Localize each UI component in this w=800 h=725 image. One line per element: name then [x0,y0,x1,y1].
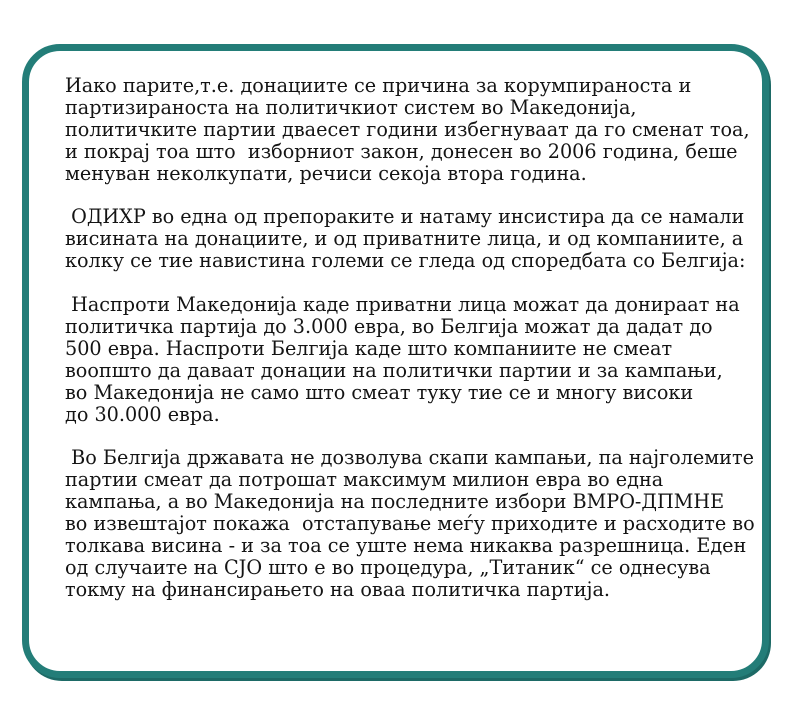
paragraph-4 [65,447,755,600]
text-line: партизираноста на политичкиот систем во Македонија, [65,95,637,119]
paragraph-1 [65,75,755,185]
paragraph-2 [65,206,755,272]
text-line: кампања, а во Македонија на последните избори ВМРО-ДПМНЕ [65,490,725,514]
text-line: политичка партија до 3.000 евра, во Белгија можат да дадат до [65,314,713,338]
text-line: менуван неколкупати, речиси секоја втора година. [65,161,587,185]
text-line: 500 евра. Наспроти Белгија каде што компаниите не смеат [65,336,673,360]
article-text [65,75,755,623]
text-line: политичките партии дваесет години избегнуваат да го сменат тоа, [65,117,750,141]
text-line: до 30.000 евра. [65,402,220,426]
text-line: во извештајот покажа отстапување меѓу приходите и расходите во [65,512,755,536]
text-line: висината на донациите, и од приватните лица, и од компаниите, а [65,227,744,251]
paragraph-3 [65,294,755,425]
text-line: и покрај тоа што изборниот закон, донесен во 2006 година, беше [65,139,738,163]
text-line: партии смеат да потрошат максимум милион евра во една [65,468,664,492]
text-line: токму на финансирањето на оваа политичка партија. [65,577,611,601]
text-line: колку се тие навистина големи се гледа од споредбата со Белгија: [65,249,746,273]
text-line: од случаите на СЈО што е во процедура, „Титаник“ се однесува [65,555,711,579]
text-line: Наспроти Македонија каде приватни лица можат да донираат на [65,293,740,317]
text-line: воопшто да даваат донации на политички партии и за кампањи, [65,358,723,382]
text-line: во Македонија не само што смеат туку тие се и многу високи [65,380,694,404]
text-line: ОДИХР во една од препораките и натаму инсистира да се намали [65,205,745,229]
text-card [22,44,769,678]
text-line: толкава висина - и за тоа се уште нема никаква разрешница. Еден [65,533,747,557]
text-line: Иако парите,т.е. донациите се причина за корумпираноста и [65,74,692,97]
text-line: Во Белгија државата не дозволува скапи кампањи, па најголемите [65,446,754,470]
